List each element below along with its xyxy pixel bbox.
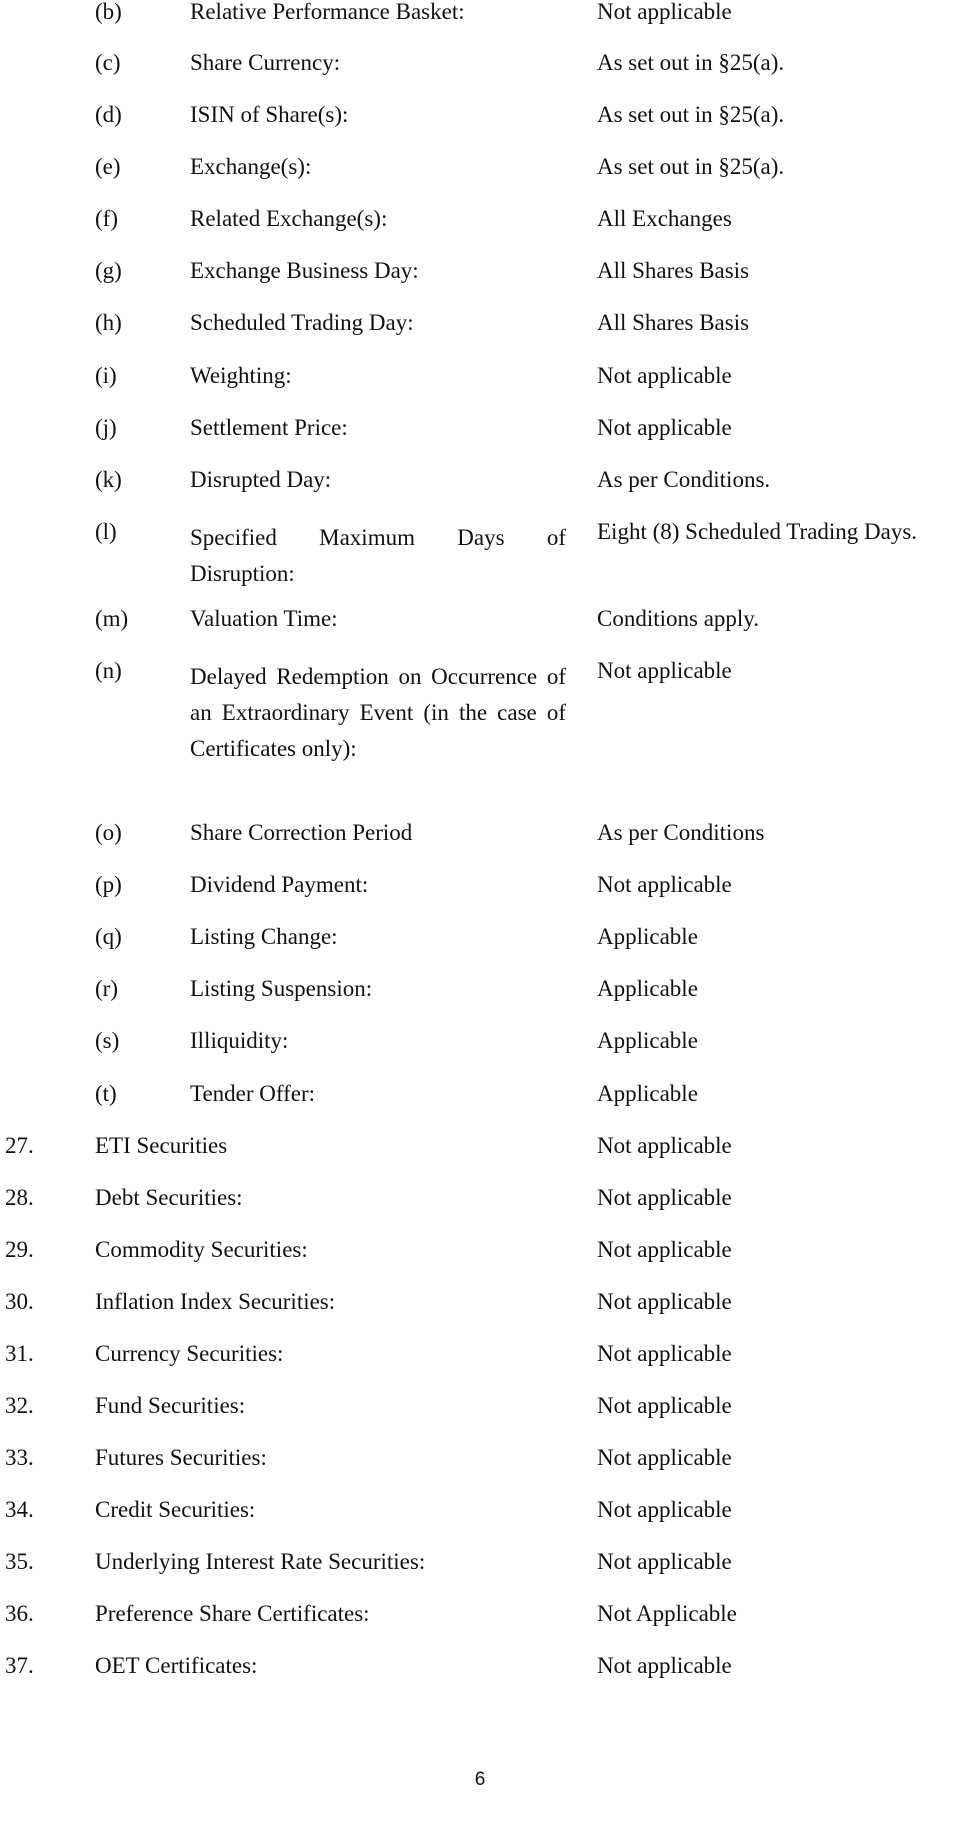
sub-item-label: Dividend Payment: [190, 872, 369, 897]
page-number: 6 [474, 1769, 486, 1790]
numbered-item-marker: 31. [5, 1341, 34, 1366]
sub-item-marker: (d) [95, 102, 122, 127]
sub-item-marker: (c) [95, 50, 121, 75]
sub-item-marker: (h) [95, 310, 122, 335]
numbered-item-value: Not applicable [597, 1289, 732, 1314]
numbered-item-value: Not applicable [597, 1549, 732, 1574]
sub-item-marker: (q) [95, 924, 122, 949]
sub-item-value: As per Conditions [597, 820, 765, 845]
sub-item-marker: (t) [95, 1081, 117, 1106]
sub-item-value: Applicable [597, 976, 698, 1001]
sub-item-label: Related Exchange(s): [190, 206, 388, 231]
sub-item-value: All Exchanges [597, 206, 732, 231]
sub-item-value: Conditions apply. [597, 606, 760, 631]
sub-item-marker: (e) [95, 154, 121, 179]
sub-item-label: Exchange(s): [190, 154, 312, 179]
sub-item-value: Not applicable [597, 658, 732, 683]
numbered-item-marker: 28. [5, 1185, 34, 1210]
sub-item-marker: (s) [95, 1028, 120, 1053]
numbered-item-marker: 33. [5, 1445, 34, 1470]
sub-item-value: As per Conditions. [597, 467, 771, 492]
sub-item-label: Relative Performance Basket: [190, 0, 465, 24]
numbered-item-label: ETI Securities [95, 1133, 228, 1158]
numbered-item-label: Inflation Index Securities: [95, 1289, 336, 1314]
sub-item-marker: (j) [95, 415, 117, 440]
numbered-item-value: Not applicable [597, 1497, 732, 1522]
numbered-item-label: Credit Securities: [95, 1497, 256, 1522]
numbered-item-label: Debt Securities: [95, 1185, 243, 1210]
sub-item-value: Not applicable [597, 415, 732, 440]
numbered-item-value: Not applicable [597, 1237, 732, 1262]
sub-item-marker: (k) [95, 467, 122, 492]
numbered-item-value: Not applicable [597, 1185, 732, 1210]
sub-item-label: Weighting: [190, 363, 292, 388]
sub-item-value: Not applicable [597, 363, 732, 388]
sub-item-marker: (p) [95, 872, 122, 897]
sub-item-marker: (o) [95, 820, 122, 845]
sub-item-marker: (b) [95, 0, 122, 24]
sub-item-value: As set out in §25(a). [597, 102, 785, 127]
sub-item-label: Illiquidity: [190, 1028, 289, 1053]
numbered-item-marker: 36. [5, 1601, 34, 1626]
sub-item-value: All Shares Basis [597, 258, 750, 283]
numbered-item-value: Not applicable [597, 1133, 732, 1158]
sub-item-value: All Shares Basis [597, 310, 750, 335]
sub-item-label: Delayed Redemption on Occurrence of an Extraordinary Event (in the case of Certificates only): [190, 664, 566, 761]
sub-item-marker: (r) [95, 976, 118, 1001]
sub-item-value: As set out in §25(a). [597, 154, 785, 179]
sub-item-label: Scheduled Trading Day: [190, 310, 414, 335]
numbered-item-value: Not applicable [597, 1393, 732, 1418]
numbered-item-label: Underlying Interest Rate Securities: [95, 1549, 426, 1574]
sub-item-label: ISIN of Share(s): [190, 102, 349, 127]
numbered-item-label: Futures Securities: [95, 1445, 267, 1470]
sub-item-value: Applicable [597, 1081, 698, 1106]
sub-item-label: Disrupted Day: [190, 467, 332, 492]
sub-item-value: Eight (8) Scheduled Trading Days. [597, 519, 918, 544]
sub-item-label: Listing Change: [190, 924, 338, 949]
numbered-item-marker: 37. [5, 1653, 34, 1678]
numbered-item-marker: 34. [5, 1497, 34, 1522]
sub-item-label: Listing Suspension: [190, 976, 373, 1001]
sub-item-marker: (f) [95, 206, 118, 231]
numbered-item-label: Currency Securities: [95, 1341, 284, 1366]
sub-item-label: Tender Offer: [190, 1081, 316, 1106]
sub-item-marker: (l) [95, 519, 117, 544]
sub-item-marker: (g) [95, 258, 122, 283]
sub-item-value: As set out in §25(a). [597, 50, 785, 75]
sub-item-label: Specified Maximum Days of Disruption: [190, 525, 566, 586]
sub-item-value: Applicable [597, 924, 698, 949]
sub-item-label: Exchange Business Day: [190, 258, 419, 283]
numbered-item-label: OET Certificates: [95, 1653, 258, 1678]
numbered-item-label: Commodity Securities: [95, 1237, 308, 1262]
sub-item-label: Settlement Price: [190, 415, 348, 440]
numbered-item-label: Preference Share Certificates: [95, 1601, 370, 1626]
sub-item-marker: (i) [95, 363, 117, 388]
numbered-item-label: Fund Securities: [95, 1393, 246, 1418]
sub-item-value: Not applicable [597, 0, 732, 24]
sub-item-label: Valuation Time: [190, 606, 338, 631]
numbered-item-marker: 29. [5, 1237, 34, 1262]
numbered-item-value: Not applicable [597, 1341, 732, 1366]
sub-item-label: Share Currency: [190, 50, 341, 75]
numbered-item-value: Not applicable [597, 1653, 732, 1678]
numbered-item-marker: 35. [5, 1549, 34, 1574]
numbered-item-value: Not applicable [597, 1445, 732, 1470]
numbered-item-marker: 32. [5, 1393, 34, 1418]
numbered-item-marker: 30. [5, 1289, 34, 1314]
numbered-item-marker: 27. [5, 1133, 34, 1158]
sub-item-marker: (m) [95, 606, 129, 631]
numbered-item-value: Not Applicable [597, 1601, 737, 1626]
sub-item-value: Applicable [597, 1028, 698, 1053]
sub-item-marker: (n) [95, 658, 122, 683]
sub-item-value: Not applicable [597, 872, 732, 897]
sub-item-label: Share Correction Period [190, 820, 413, 845]
